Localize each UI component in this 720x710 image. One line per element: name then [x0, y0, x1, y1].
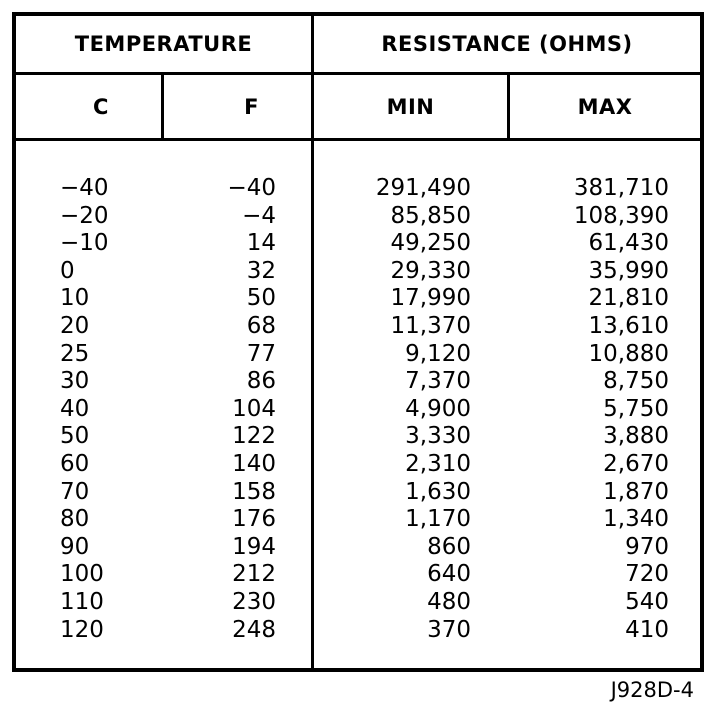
min-header: MIN — [386, 94, 435, 119]
min-resistance-cell: 29,330 — [390, 257, 471, 284]
celsius-cell: 0 — [60, 257, 75, 284]
celsius-cell: 25 — [60, 340, 90, 367]
fahrenheit-cell: 122 — [232, 423, 276, 450]
table-row — [16, 534, 704, 562]
table-row — [16, 423, 704, 451]
min-resistance-cell: 860 — [427, 533, 471, 560]
table-row — [16, 506, 704, 534]
min-resistance-cell: 480 — [427, 589, 471, 615]
fahrenheit-cell: 104 — [232, 395, 276, 422]
celsius-cell: 90 — [60, 533, 90, 560]
celsius-cell: 120 — [60, 616, 104, 643]
table-row — [16, 203, 704, 231]
table-row — [16, 561, 704, 589]
table-row — [16, 258, 704, 286]
fahrenheit-cell: 158 — [232, 478, 276, 505]
max-resistance-cell: 5,750 — [603, 395, 669, 422]
max-resistance-cell: 8,750 — [603, 368, 669, 395]
table-row — [16, 368, 704, 396]
fahrenheit-cell: 194 — [232, 533, 276, 560]
celsius-cell: 30 — [60, 368, 90, 395]
fahrenheit-cell: −4 — [242, 202, 276, 229]
figure-id: J928D-4 — [610, 678, 694, 702]
fahrenheit-cell: 212 — [232, 561, 276, 588]
min-resistance-cell: 17,990 — [390, 285, 471, 312]
header-divider-bottom — [12, 138, 704, 141]
celsius-cell: 60 — [60, 451, 90, 477]
celsius-cell: −10 — [60, 230, 109, 257]
celsius-cell: 40 — [60, 395, 90, 422]
min-resistance-cell: 7,370 — [405, 368, 471, 395]
min-resistance-cell: 85,850 — [390, 202, 471, 229]
max-resistance-cell: 13,610 — [588, 313, 669, 339]
fahrenheit-cell: 248 — [232, 616, 276, 643]
max-resistance-cell: 108,390 — [573, 202, 669, 229]
fahrenheit-cell: 86 — [246, 368, 276, 395]
min-resistance-cell: 291,490 — [375, 175, 471, 201]
max-resistance-cell: 21,810 — [588, 285, 669, 312]
celsius-cell: 110 — [60, 589, 104, 615]
celsius-cell: 20 — [60, 313, 90, 339]
min-resistance-cell: 640 — [427, 561, 471, 588]
max-resistance-cell: 3,880 — [603, 423, 669, 450]
max-resistance-cell: 540 — [625, 589, 669, 615]
fahrenheit-header: F — [244, 94, 259, 119]
table-row — [16, 617, 704, 645]
temperature-header: TEMPERATURE — [74, 32, 253, 56]
max-resistance-cell: 10,880 — [588, 340, 669, 367]
celsius-header: C — [93, 94, 109, 119]
min-resistance-cell: 3,330 — [405, 423, 471, 450]
table-row — [16, 589, 704, 617]
fahrenheit-cell: 50 — [246, 285, 276, 312]
max-resistance-cell: 381,710 — [573, 175, 669, 201]
min-resistance-cell: 11,370 — [390, 313, 471, 339]
max-resistance-cell: 2,670 — [603, 451, 669, 477]
max-header: MAX — [577, 94, 633, 119]
fahrenheit-cell: 140 — [232, 451, 276, 477]
max-resistance-cell: 720 — [625, 561, 669, 588]
max-resistance-cell: 410 — [625, 616, 669, 643]
min-resistance-cell: 370 — [427, 616, 471, 643]
celsius-cell: −20 — [60, 202, 109, 229]
table-row — [16, 313, 704, 341]
fahrenheit-cell: 68 — [246, 313, 276, 339]
fahrenheit-cell: 176 — [232, 506, 276, 533]
table-row — [16, 451, 704, 479]
min-resistance-cell: 1,170 — [405, 506, 471, 533]
table-row — [16, 396, 704, 424]
fahrenheit-cell: −40 — [227, 175, 276, 201]
celsius-cell: 50 — [60, 423, 90, 450]
max-resistance-cell: 61,430 — [588, 230, 669, 257]
resistance-header: RESISTANCE (OHMS) — [381, 32, 633, 56]
celsius-cell: 70 — [60, 478, 90, 505]
celsius-cell: 10 — [60, 285, 90, 312]
table-row — [16, 479, 704, 507]
min-resistance-cell: 4,900 — [405, 395, 471, 422]
min-resistance-cell: 49,250 — [390, 230, 471, 257]
min-resistance-cell: 1,630 — [405, 478, 471, 505]
table-row — [16, 341, 704, 369]
min-resistance-cell: 9,120 — [405, 340, 471, 367]
celsius-cell: −40 — [60, 175, 109, 201]
max-resistance-cell: 1,870 — [603, 478, 669, 505]
max-resistance-cell: 35,990 — [588, 257, 669, 284]
table-row — [16, 230, 704, 258]
fahrenheit-cell: 230 — [232, 589, 276, 615]
celsius-cell: 80 — [60, 506, 90, 533]
celsius-cell: 100 — [60, 561, 104, 588]
max-resistance-cell: 1,340 — [603, 506, 669, 533]
min-resistance-cell: 2,310 — [405, 451, 471, 477]
fahrenheit-cell: 77 — [246, 340, 276, 367]
fahrenheit-cell: 14 — [246, 230, 276, 257]
table-row — [16, 285, 704, 313]
fahrenheit-cell: 32 — [246, 257, 276, 284]
table-row — [16, 175, 704, 203]
max-resistance-cell: 970 — [625, 533, 669, 560]
